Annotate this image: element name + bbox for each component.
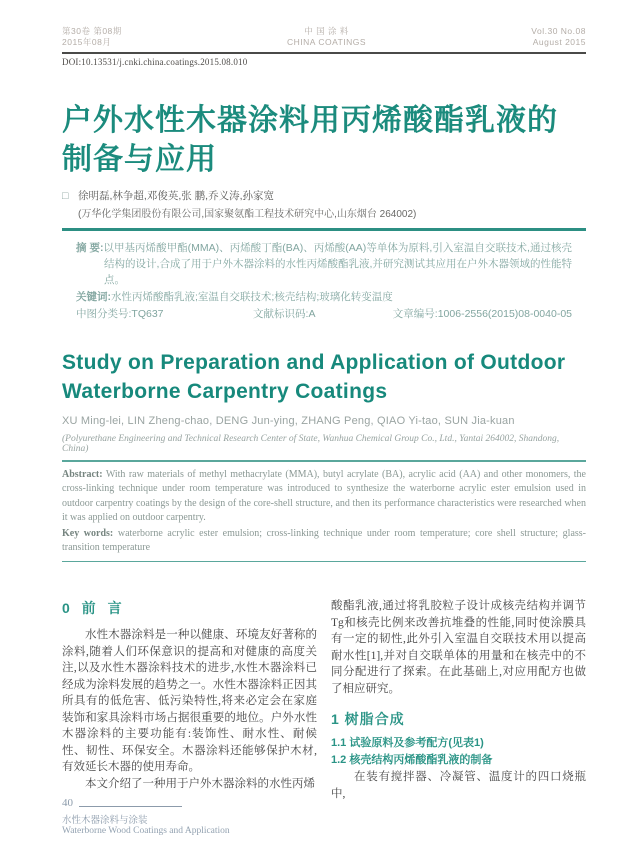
keywords-en-label: Key words: <box>62 527 114 539</box>
right-paragraph-2: 在装有搅拌器、冷凝管、温度计的四口烧瓶中, <box>331 771 586 800</box>
keywords-cn-line <box>76 289 572 305</box>
abstract-en-paragraph <box>62 468 586 526</box>
article-title-en <box>62 348 586 406</box>
header-date-cn: 2015年08月 <box>62 37 112 47</box>
authors-cn <box>62 189 586 203</box>
clc-label: 中图分类号: <box>76 308 132 320</box>
header-vol-no: Vol.30 No.08 <box>531 26 586 36</box>
abstract-cn-text: 以甲基丙烯酸甲酯(MMA)、丙烯酸丁酯(BA)、丙烯酸(AA)等单体为原料,引入室温自交联技术,通过核壳结构的设计,合成了用于户外木器涂料的水性丙烯酸酯乳液,并研究测试其应用在户外木器领域的性能特点。 <box>103 242 572 286</box>
abstract-en-bottom-rule <box>62 561 586 563</box>
article-title-en-line2: Waterborne Carpentry Coatings <box>62 380 388 403</box>
paper-page <box>62 0 587 836</box>
article-id-value: 1006-2556(2015)08-0040-05 <box>437 308 572 320</box>
article-title-en-line1: Study on Preparation and Application of Outdoor <box>62 351 566 374</box>
article-meta-line <box>76 306 572 322</box>
journal-header <box>62 26 586 48</box>
section-1-1-heading: 1.1 试验原料及参考配方(见表1) <box>331 737 484 749</box>
page-number-row <box>62 797 586 809</box>
right-paragraph-1: 酸酯乳液,通过将乳胶粒子设计成核壳结构并调节Tg和核壳比例来改善抗堆叠的性能,同时使涂膜具有一定的韧性,此外引入室温自交联技术用以提高耐水性[1],并对自交联单体的用量和在核壳中的不同分配进行了探索。在此基础上,对应用配方也做了相应研究。 <box>331 600 586 695</box>
keywords-cn-label: 关键词: <box>76 291 111 303</box>
left-column <box>62 598 317 802</box>
article-title-cn-line2: 制备与应用 <box>62 143 217 176</box>
article-title-cn <box>62 101 586 179</box>
abstract-cn-block <box>62 231 586 322</box>
keywords-en-line <box>62 527 586 556</box>
abstract-cn-label: 摘 要: <box>76 242 104 254</box>
left-paragraph-2: 本文介绍了一种用于户外木器涂料的水性丙烯 <box>85 777 315 790</box>
keywords-en-text: waterborne acrylic ester emulsion; cross-linking technique under room temperature; core shell structure; glass-transition temperature <box>62 527 587 553</box>
header-issue-info <box>62 26 122 48</box>
header-journal-name <box>287 26 366 48</box>
author-names-cn: 徐明磊,林争超,邓俊英,张 鹏,乔义涛,孙家宽 <box>78 190 275 202</box>
clc-value: TQ637 <box>131 308 164 320</box>
doi-line: DOI:10.13531/j.cnki.china.coatings.2015.08.010 <box>62 57 248 67</box>
abstract-en-label: Abstract: <box>62 468 103 480</box>
page-number-rule <box>79 806 182 807</box>
author-marker-icon: □ <box>62 190 69 202</box>
left-paragraph-1: 水性木器涂料是一种以健康、环境友好著称的涂料,随着人们环保意识的提高和对健康的高度关注,以及水性木器涂料技术的进步,水性木器涂料已经成为涂料发展的趋势之一。水性木器涂料正因其所具有的低危害、低污染特性,将来必定会在家庭装饰和家具涂料市场占据很重要的地位。户外水性木器涂料的主要功能有:装饰性、耐水性、耐候性、韧性、环保安全。木器涂料还能够保护木材,有效延长木器的使用寿命。 <box>62 629 317 773</box>
keywords-cn-text: 水性丙烯酸酯乳液;室温自交联技术;核壳结构;玻璃化转变温度 <box>111 291 393 303</box>
header-divider <box>62 52 586 54</box>
doc-code <box>253 306 393 322</box>
article-title-cn-line1: 户外水性木器涂料用丙烯酸酯乳液的 <box>62 104 558 137</box>
authors-en: XU Ming-lei, LIN Zheng-chao, DENG Jun-ying, ZHANG Peng, QIAO Yi-tao, SUN Jia-kuan <box>62 415 515 427</box>
doc-code-value: A <box>308 308 316 320</box>
article-id-label: 文章编号: <box>392 308 438 320</box>
abstract-en-top-rule <box>62 460 586 462</box>
affiliation-cn: (万华化学集团股份有限公司,国家聚氨酯工程技术研究中心,山东烟台 264002) <box>78 209 417 220</box>
footer-column-title-cn: 水性木器涂料与涂装 <box>62 815 148 826</box>
abstract-en-block <box>62 468 586 556</box>
section-1-heading: 1 树脂合成 <box>331 711 405 727</box>
affiliation-en: (Polyurethane Engineering and Technical Research Center of State, Wanhua Chemical Group Co., Ltd., Yantai 264002, Shandong, China) <box>62 434 560 454</box>
doc-code-label: 文献标识码: <box>253 308 309 320</box>
header-vol-info <box>531 26 586 48</box>
page-footer <box>62 797 586 836</box>
page-number: 40 <box>62 797 73 809</box>
section-1-2-heading: 1.2 核壳结构丙烯酸酯乳液的制备 <box>331 754 493 766</box>
footer-column-title-en: Waterborne Wood Coatings and Application <box>62 826 230 836</box>
header-volume-issue: 第30卷 第08期 <box>62 26 122 36</box>
abstract-en-text: With raw materials of methyl methacrylate (MMA), butyl acrylate (BA), acrylic acid (AA) and other monomers, the cross-linking technique under room temperature was introduced to synthesize the waterborne acrylic ester emulsion used in outdoor carpentry coatings by the design of the core-shell structure, and then its performance characteristics were researched when it was applied on outdoor carpentry. <box>62 468 586 523</box>
article-body <box>62 598 586 802</box>
right-column <box>331 598 586 802</box>
article-id <box>393 306 572 322</box>
journal-name-en: CHINA COATINGS <box>286 37 367 47</box>
journal-name-cn: 中 国 涂 料 <box>304 26 349 36</box>
header-date-en: August 2015 <box>532 37 586 47</box>
abstract-cn-paragraph <box>76 240 572 288</box>
clc-number <box>76 306 253 322</box>
section-0-heading: 0 前 言 <box>62 600 126 616</box>
